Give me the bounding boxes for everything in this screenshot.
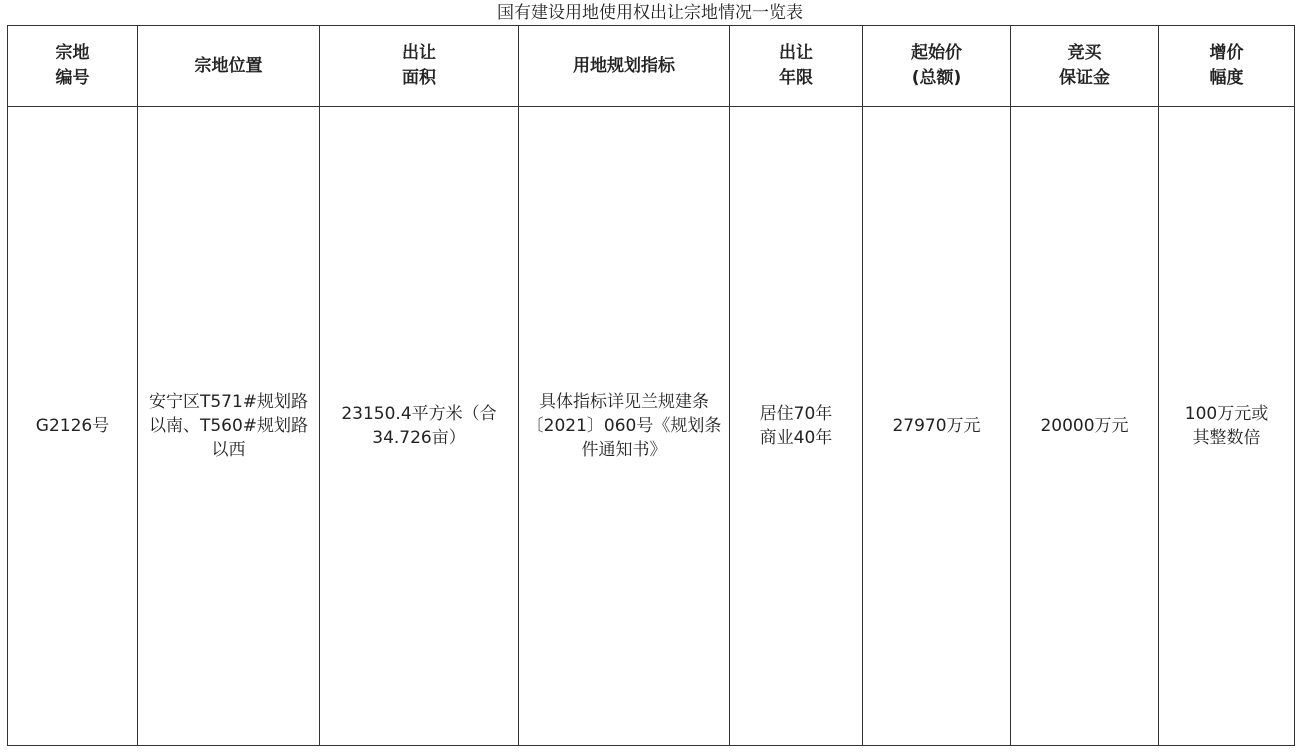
cell-deposit: 20000万元 xyxy=(1011,107,1159,746)
table-row xyxy=(8,107,1295,746)
cell-area: 23150.4平方米（合34.726亩） xyxy=(320,107,519,746)
table-header-row xyxy=(8,26,1295,107)
header-increment: 增价 幅度 xyxy=(1159,26,1295,107)
header-deposit: 竞买 保证金 xyxy=(1011,26,1159,107)
table-title: 国有建设用地使用权出让宗地情况一览表 xyxy=(497,3,803,23)
header-term: 出让 年限 xyxy=(730,26,863,107)
cell-increment: 100万元或 其整数倍 xyxy=(1159,107,1295,746)
header-parcel-no: 宗地 编号 xyxy=(8,26,138,107)
cell-location: 安宁区T571#规划路以南、T560#规划路以西 xyxy=(138,107,320,746)
cell-planning: 具体指标详见兰规建条〔2021〕060号《规划条件通知书》 xyxy=(519,107,730,746)
land-parcel-table xyxy=(7,25,1295,746)
header-location: 宗地位置 xyxy=(138,26,320,107)
header-area: 出让 面积 xyxy=(320,26,519,107)
header-start-price: 起始价 (总额) xyxy=(863,26,1011,107)
cell-parcel-no: G2126号 xyxy=(8,107,138,746)
header-planning: 用地规划指标 xyxy=(519,26,730,107)
cell-start-price: 27970万元 xyxy=(863,107,1011,746)
cell-term: 居住70年 商业40年 xyxy=(730,107,863,746)
